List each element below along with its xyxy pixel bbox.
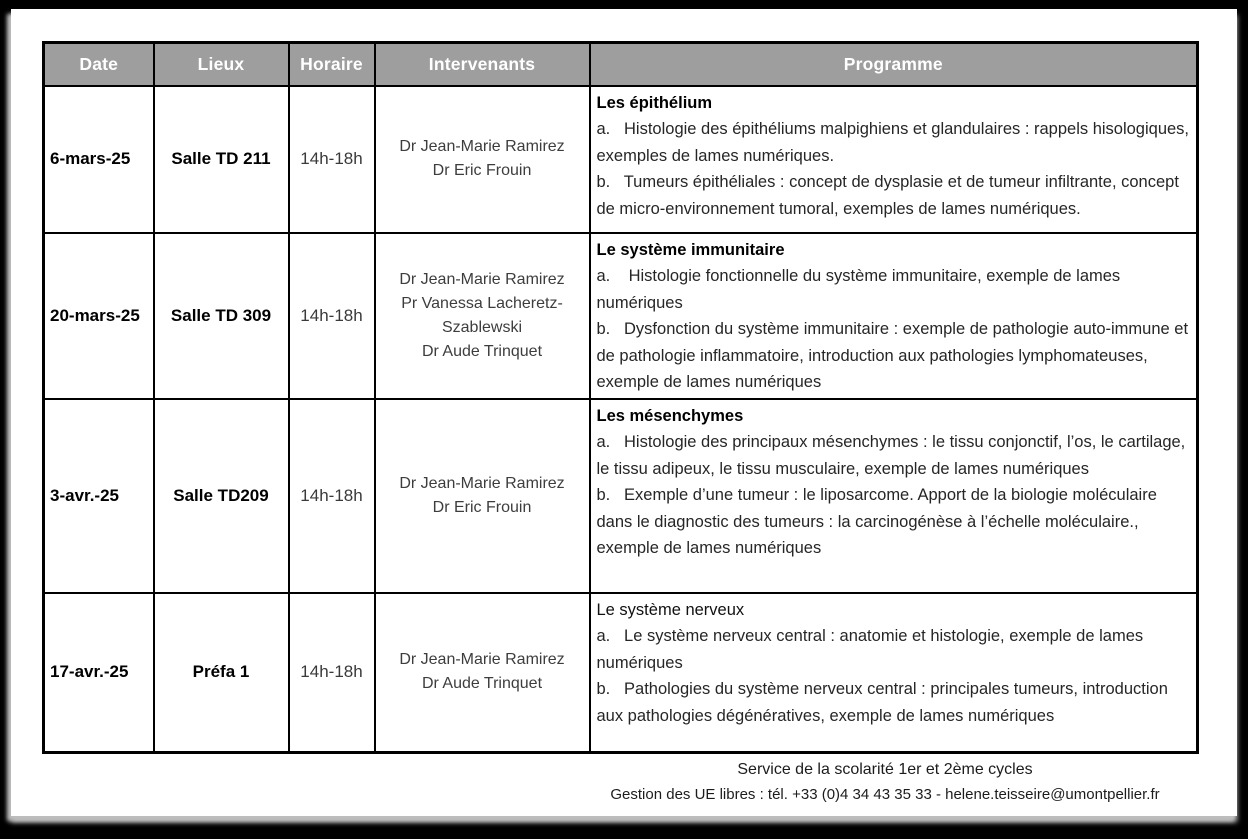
program-item: a. Histologie des épithéliums malpighiens et glandulaires : rappels hisologiques, exemples de lames numériques. [596,120,1194,165]
column-header-horaire: Horaire [289,43,375,86]
speaker-name: Dr Aude Trinquet [421,342,543,360]
program-cell [590,86,1198,233]
program-cell [590,233,1198,399]
speaker-name: Dr Jean-Marie Ramirez [399,651,565,669]
program-title: Les épithélium [596,93,713,112]
date-cell: 20-mars-25 [44,233,154,399]
speaker-name: Dr Jean-Marie Ramirez [399,138,565,155]
speaker-name: Dr Jean-Marie Ramirez [399,474,565,492]
program-title: Les mésenchymes [596,406,744,425]
column-header-lieux: Lieux [154,43,289,86]
speaker-name: Dr Jean-Marie Ramirez [399,270,565,288]
program-item: a. Histologie fonctionnelle du système immunitaire, exemple de lames numériques [596,267,1125,312]
speakers-cell [375,593,590,753]
footer [555,757,1215,807]
program-item: a. Le système nerveux central : anatomie et histologie, exemple de lames numériques [596,627,1148,672]
program-cell [590,593,1198,753]
program-item: b. Dysfonction du système immunitaire : exemple de pathologie auto-immune et de pathologie inflammatoire, introduction aux pathologies lymphomateuses, exemple de lames numériques [596,320,1193,391]
speakers-cell [375,399,590,593]
program-item: a. Histologie des principaux mésenchymes : le tissu conjonctif, l’os, le cartilage, le tissu adipeux, le tissu musculaire, exemple de lames numériques [596,433,1190,478]
speakers-cell [375,233,590,399]
program-item: b. Pathologies du système nerveux central : principales tumeurs, introduction aux pathologies dégénératives, exemple de lames numériques [596,680,1173,725]
column-header-intervenants: Intervenants [375,43,590,86]
speakers-cell [375,86,590,233]
program-title: Le système nerveux [596,600,745,619]
schedule-row [44,399,1198,593]
program-item: b. Tumeurs épithéliales : concept de dysplasie et de tumeur infiltrante, concept de micro-environnement tumoral, exemples de lames numériques. [596,173,1184,218]
speaker-name: Dr Aude Trinquet [421,675,543,693]
location-cell: Salle TD 309 [154,233,289,399]
program-cell [590,399,1198,593]
footer-contact-line: Gestion des UE libres : tél. +33 (0)4 34 43 35 33 - helene.teisseire@umontpellier.fr [610,786,1160,803]
time-cell: 14h-18h [289,593,375,753]
speaker-name: Pr Vanessa Lacheretz-Szablewski [401,294,563,336]
footer-service-line: Service de la scolarité 1er et 2ème cycles [737,761,1033,778]
speaker-name: Dr Eric Frouin [432,498,532,516]
column-header-programme: Programme [590,43,1198,86]
date-cell: 17-avr.-25 [44,593,154,753]
time-cell: 14h-18h [289,233,375,399]
schedule-body [44,86,1198,753]
speaker-name: Dr Eric Frouin [432,162,532,179]
program-item: b. Exemple d’une tumeur : le liposarcome. Apport de la biologie moléculaire dans le diagnostic des tumeurs : la carcinogénèse à l’échelle moléculaire., exemple de lames numériques [596,486,1162,557]
location-cell: Préfa 1 [154,593,289,753]
time-cell: 14h-18h [289,86,375,233]
document-page [11,9,1237,816]
date-cell: 6-mars-25 [44,86,154,233]
time-cell: 14h-18h [289,399,375,593]
program-title: Le système immunitaire [596,240,785,259]
header-row [44,43,1198,86]
date-cell: 3-avr.-25 [44,399,154,593]
schedule-row [44,86,1198,233]
schedule-row [44,233,1198,399]
location-cell: Salle TD209 [154,399,289,593]
column-header-date: Date [44,43,154,86]
schedule-table [42,41,1199,754]
schedule-row [44,593,1198,753]
document-content [11,9,1237,807]
location-cell: Salle TD 211 [154,86,289,233]
